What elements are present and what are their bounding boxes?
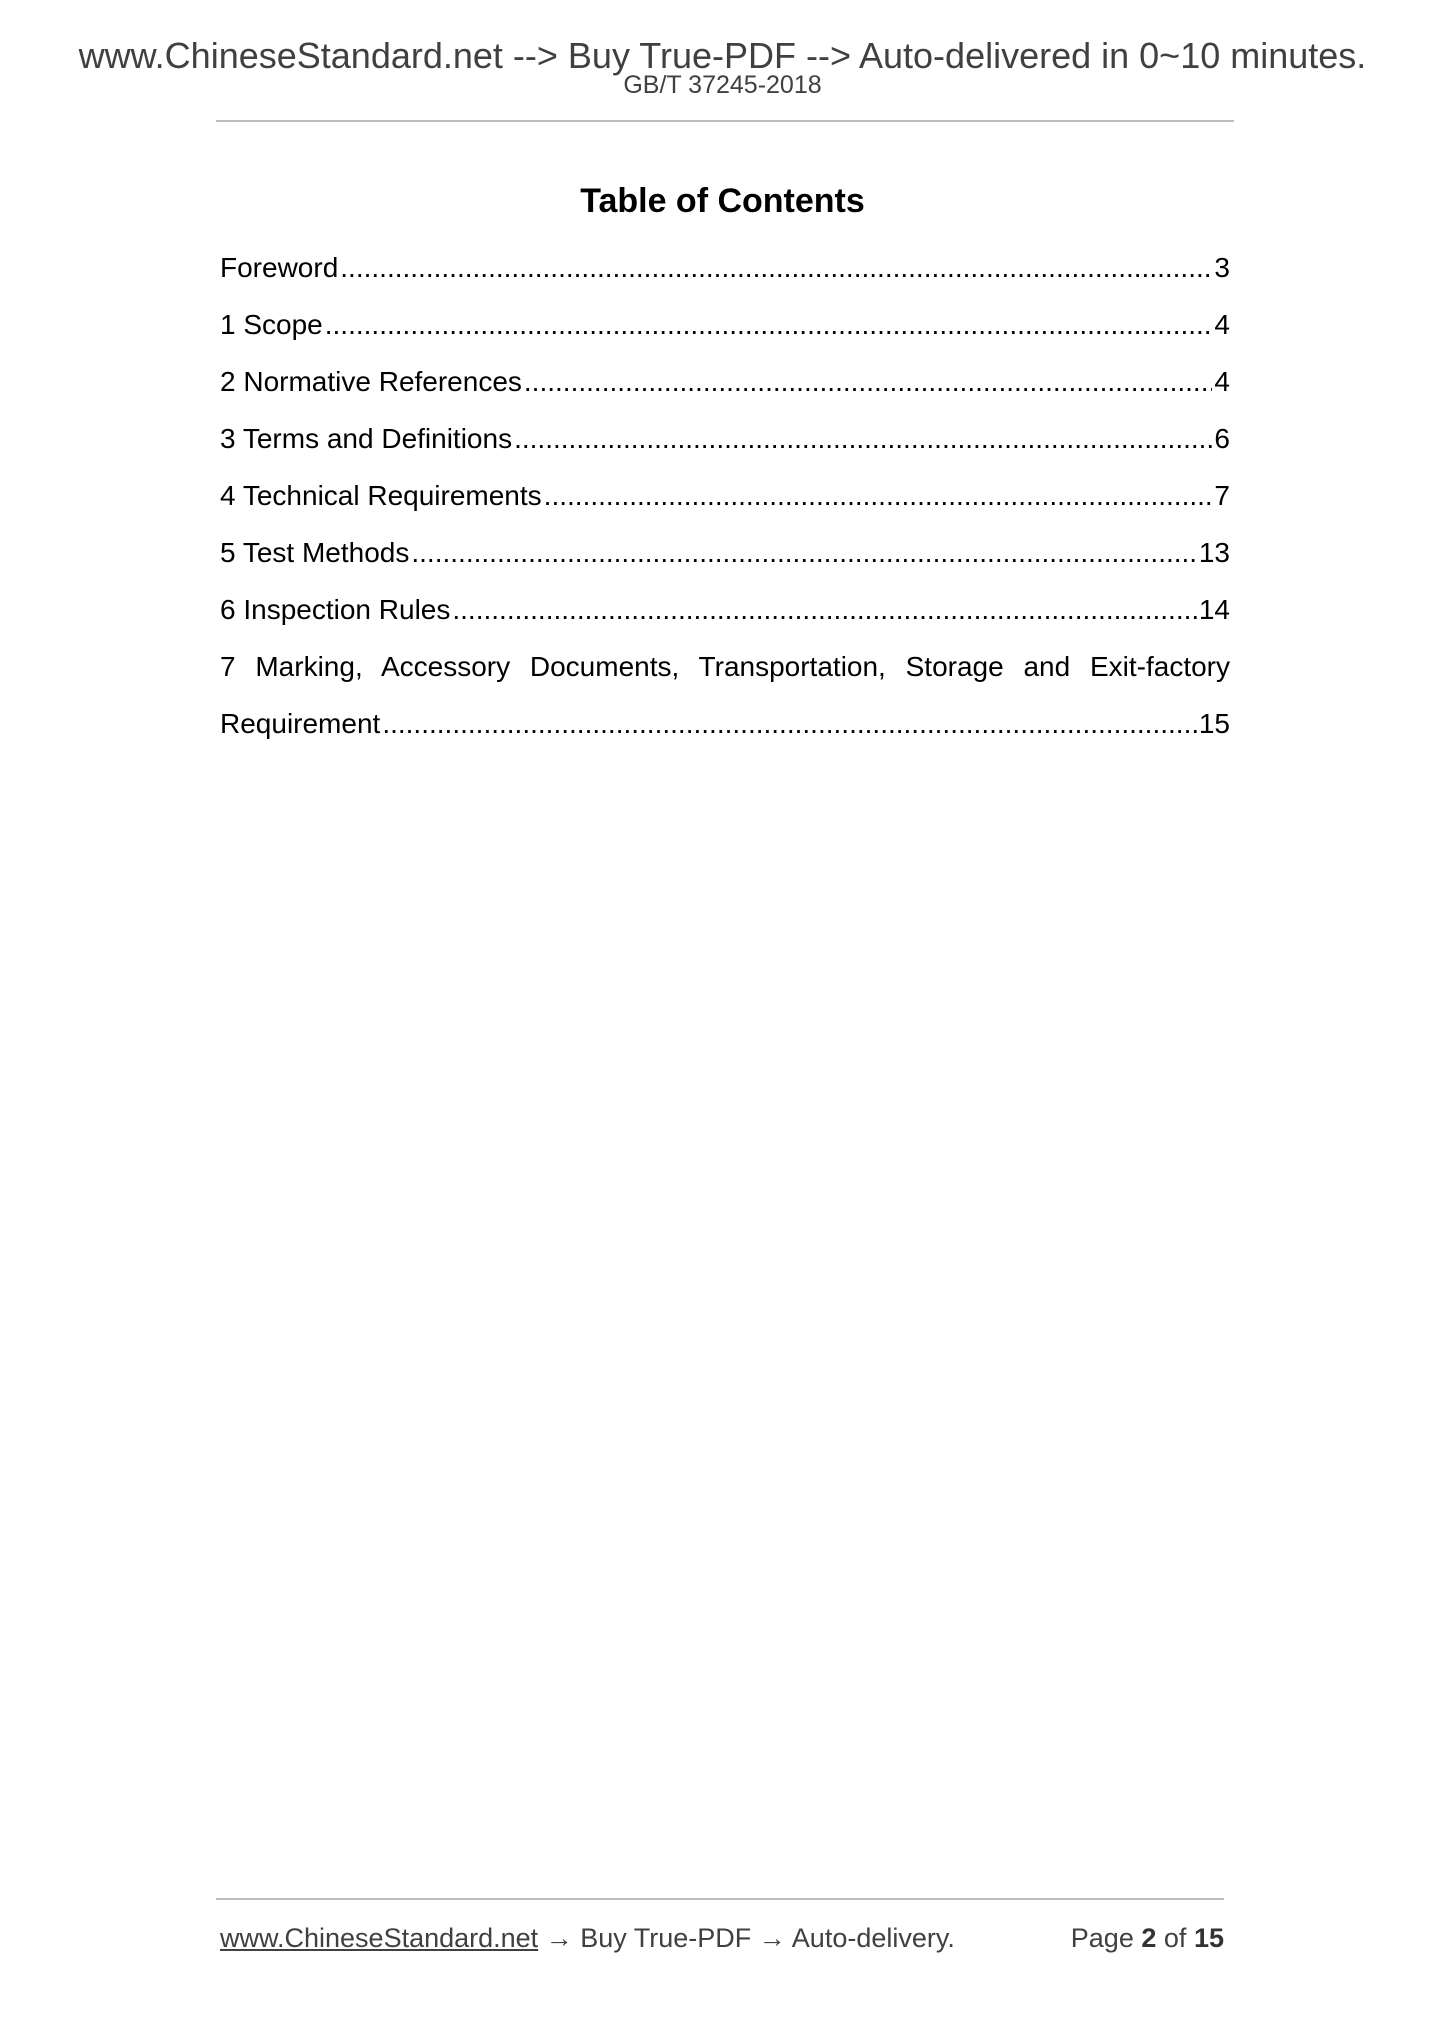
- toc-leader-dots: [340, 248, 1212, 288]
- toc-entry-marking-line2[interactable]: [220, 704, 1230, 761]
- toc-entry-page: 3: [1214, 252, 1230, 283]
- toc-entry-page: 13: [1198, 537, 1230, 568]
- toc-entry-foreword[interactable]: [220, 248, 1230, 305]
- toc-title: Table of Contents: [580, 182, 865, 220]
- toc-leader-dots: [452, 590, 1196, 630]
- page-footer: [220, 1918, 1224, 1958]
- arrow-right-icon: →: [545, 1923, 573, 1953]
- toc-leader-dots: [514, 419, 1212, 459]
- toc-leader-dots: [382, 704, 1197, 744]
- toc-entry-label: 4 Technical Requirements: [220, 480, 542, 511]
- toc-entry-technical-requirements[interactable]: [220, 476, 1230, 533]
- table-of-contents: [220, 248, 1230, 761]
- toc-entry-normative-references[interactable]: [220, 362, 1230, 419]
- arrow-right-icon: →: [758, 1923, 786, 1953]
- toc-entry-label: 6 Inspection Rules: [220, 594, 451, 625]
- page-word: Page: [1070, 1923, 1134, 1953]
- toc-entry-page: 7: [1214, 480, 1230, 511]
- standard-code: GB/T 37245-2018: [623, 71, 822, 99]
- toc-leader-dots: [411, 533, 1196, 573]
- current-page: 2: [1141, 1923, 1157, 1953]
- footer-divider: [216, 1898, 1224, 1900]
- toc-leader-dots: [325, 305, 1213, 345]
- toc-entry-scope[interactable]: [220, 305, 1230, 362]
- toc-entry-page: 4: [1214, 366, 1230, 397]
- site-link[interactable]: www.ChineseStandard.net: [220, 1923, 539, 1953]
- toc-entry-label: 3 Terms and Definitions: [220, 423, 513, 454]
- toc-entry-marking-line1[interactable]: [220, 647, 1230, 704]
- page-indicator: [1071, 1918, 1224, 1958]
- header-divider: [216, 120, 1234, 122]
- toc-entry-label: Foreword: [220, 252, 339, 283]
- toc-entry-label: 2 Normative References: [220, 366, 522, 397]
- toc-entry-page: 15: [1198, 708, 1230, 739]
- toc-entry-label: Requirement: [220, 708, 381, 739]
- toc-entry-page: 4: [1214, 309, 1230, 340]
- toc-entry-label: 7 Marking, Accessory Documents, Transportation, Storage and Exit-factory: [220, 651, 1230, 682]
- toc-entry-inspection-rules[interactable]: [220, 590, 1230, 647]
- toc-leader-dots: [524, 362, 1213, 402]
- of-word: of: [1163, 1923, 1187, 1953]
- total-pages: 15: [1193, 1923, 1224, 1953]
- toc-leader-dots: [544, 476, 1213, 516]
- toc-entry-label: 1 Scope: [220, 309, 323, 340]
- delivery-text: Auto-delivery.: [791, 1923, 955, 1953]
- toc-entry-terms-and-definitions[interactable]: [220, 419, 1230, 476]
- toc-entry-page: 14: [1198, 594, 1230, 625]
- toc-entry-test-methods[interactable]: [220, 533, 1230, 590]
- site-banner: www.ChineseStandard.net --> Buy True-PDF --> Auto-delivered in 0~10 minutes.: [78, 35, 1367, 76]
- toc-entry-label: 5 Test Methods: [220, 537, 410, 568]
- toc-entry-page: 6: [1214, 423, 1230, 454]
- buy-text: Buy True-PDF: [580, 1923, 752, 1953]
